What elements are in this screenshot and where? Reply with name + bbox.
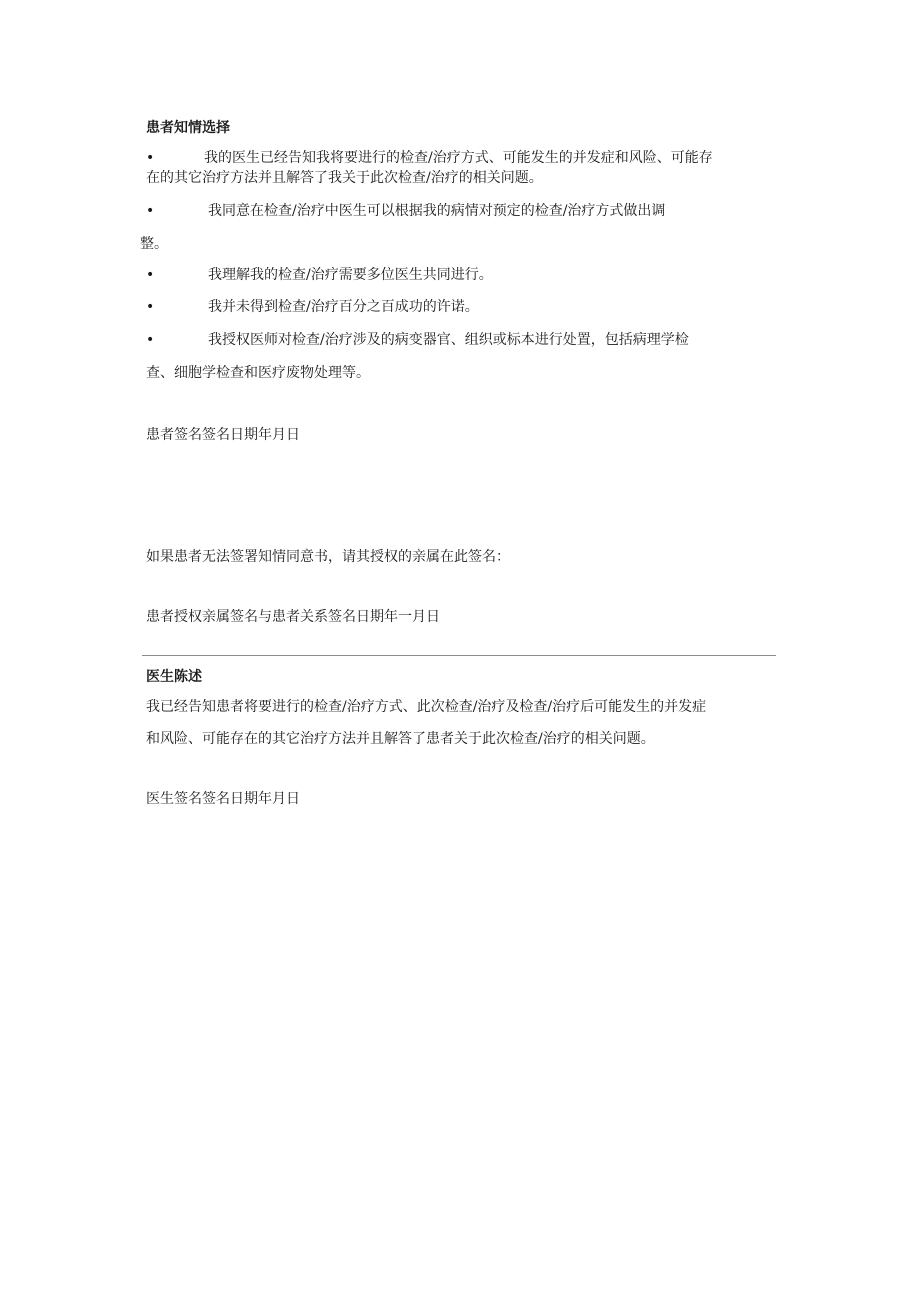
list-item-text: 我同意在检查/治疗中医生可以根据我的病情对预定的检查/治疗方式做出调 <box>208 203 666 219</box>
bullet-icon: • <box>146 267 155 283</box>
list-item-text: 我并未得到检查/治疗百分之百成功的许诺。 <box>208 299 479 315</box>
list-item-text-continued: 整。 <box>140 236 168 252</box>
proxy-signature-note: 如果患者无法签署知情同意书，请其授权的亲属在此签名： <box>146 549 510 565</box>
patient-choice-heading: 患者知情选择 <box>146 120 230 136</box>
section-divider <box>142 655 776 656</box>
bullet-icon: • <box>146 203 155 219</box>
list-item-text: 我的医生已经告知我将要进行的检查/治疗方式、可能发生的并发症和风险、可能存 <box>204 150 713 166</box>
proxy-signature-line: 患者授权亲属签名与患者关系签名日期年一月日 <box>146 609 440 625</box>
list-item-text-continued: 在的其它治疗方法并且解答了我关于此次检查/治疗的相关问题。 <box>146 170 543 186</box>
doctor-signature-line: 医生签名签名日期年月日 <box>146 791 300 807</box>
doctor-statement-text-continued: 和风险、可能存在的其它治疗方法并且解答了患者关于此次检查/治疗的相关问题。 <box>146 731 655 747</box>
list-item <box>146 265 776 285</box>
list-item <box>146 297 776 317</box>
patient-signature-line: 患者签名签名日期年月日 <box>146 427 300 443</box>
doctor-statement-text: 我已经告知患者将要进行的检查/治疗方式、此次检查/治疗及检查/治疗后可能发生的并发症 <box>146 699 707 715</box>
bullet-icon: • <box>146 332 155 348</box>
list-item-text-continued: 查、细胞学检查和医疗废物处理等。 <box>146 365 370 381</box>
doctor-statement-heading: 医生陈述 <box>146 669 202 685</box>
bullet-icon: • <box>146 299 155 315</box>
list-item <box>146 330 776 350</box>
list-item-text: 我理解我的检查/治疗需要多位医生共同进行。 <box>208 267 493 283</box>
list-item-text: 我授权医师对检查/治疗涉及的病变器官、组织或标本进行处置，包括病理学检 <box>208 332 689 348</box>
list-item <box>146 201 776 221</box>
list-item <box>146 148 776 168</box>
bullet-icon: • <box>146 150 155 166</box>
